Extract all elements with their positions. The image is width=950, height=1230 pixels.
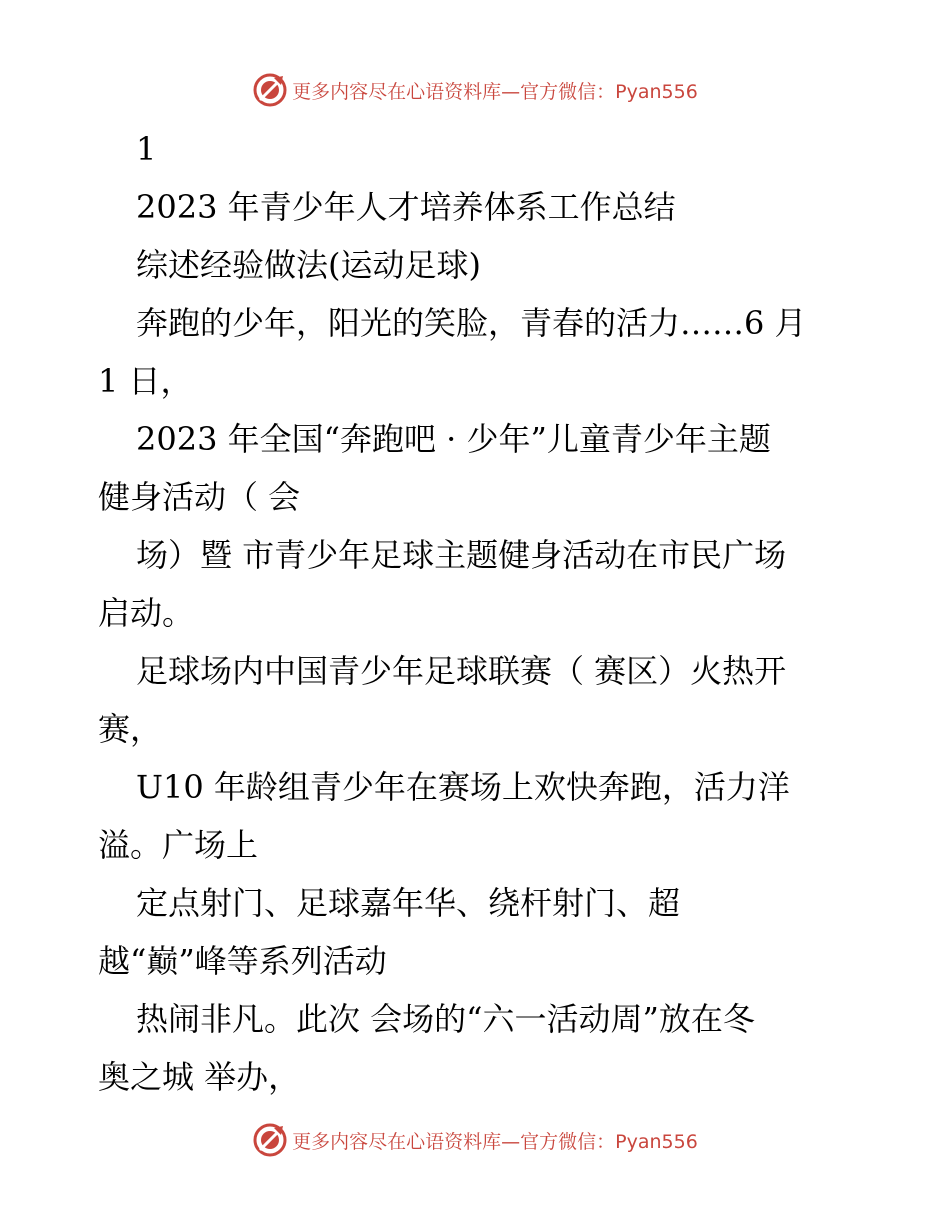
paragraph-line: 奔跑的少年，阳光的笑脸，青春的活力……6 月 — [136, 304, 807, 342]
paragraph-line: 越“巅”峰等系列活动 — [98, 942, 387, 980]
paragraph-line: 健身活动（ 会 — [98, 478, 301, 516]
paragraph-line: 热闹非凡。此次 会场的“六一活动周”放在冬 — [136, 1000, 755, 1038]
paragraph-line: 溢。广场上 — [98, 826, 259, 864]
footer-banner-text: 更多内容尽在心语资料库—官方微信：Pyan556 — [292, 1130, 698, 1153]
paragraph-line: 足球场内中国青少年足球联赛（ 赛区）火热开 — [136, 652, 787, 690]
paragraph-line: 启动。 — [98, 594, 195, 632]
footer-banner — [0, 1120, 950, 1160]
paragraph-line: 赛， — [98, 710, 163, 748]
paragraph-line: 定点射门、足球嘉年华、绕杆射门、超 — [136, 884, 681, 922]
paragraph-line: U10 年龄组青少年在赛场上欢快奔跑，活力洋 — [136, 768, 790, 806]
header-banner — [0, 70, 950, 110]
document-body — [98, 120, 838, 1106]
paragraph-line: 2023 年全国“奔跑吧 · 少年”儿童青少年主题 — [136, 420, 771, 458]
header-banner-text: 更多内容尽在心语资料库—官方微信：Pyan556 — [292, 80, 698, 103]
document-subtitle: 综述经验做法(运动足球) — [136, 246, 481, 284]
paragraph-line: 场）暨 市青少年足球主题健身活动在市民广场 — [136, 536, 787, 574]
logo-icon — [252, 72, 288, 108]
logo-icon — [252, 1122, 288, 1158]
document-title: 2023 年青少年人才培养体系工作总结 — [136, 188, 676, 226]
paragraph-line: 奥之城 举办， — [98, 1058, 301, 1096]
page-number: 1 — [136, 130, 157, 168]
paragraph-line: 1 日， — [98, 362, 193, 400]
